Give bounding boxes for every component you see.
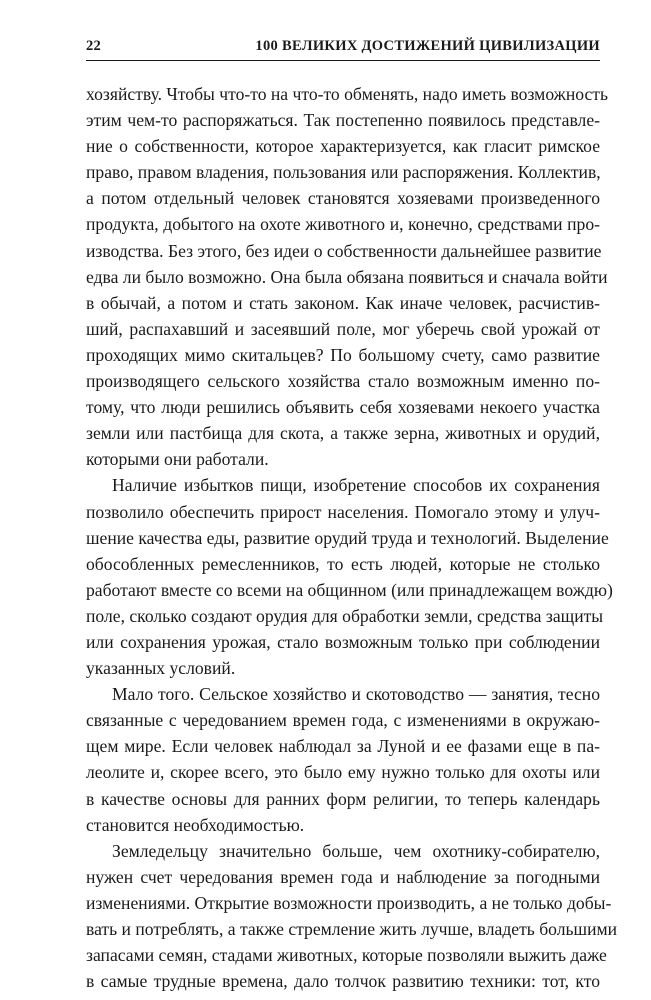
text-line: едва ли было возможно. Она была обязана появиться и сначала войти — [86, 266, 608, 287]
text-line: обособленных ремесленников, то есть людей, которые не столько — [86, 553, 600, 574]
text-line: позволило обеспечить прирост населения. Помогало этому и улуч- — [86, 501, 600, 522]
text-line: проходящих мимо скитальцев? По большому счету, само развитие — [86, 344, 600, 365]
text-line: вать и потреблять, а также стремление жить лучше, владеть большими — [86, 919, 618, 939]
text-line: нужен счет чередования времен года и наблюдение за погодными — [86, 866, 600, 887]
text-line: поле, сколько создают орудия для обработки земли, средства защиты — [86, 605, 604, 626]
text-line: в обычай, а потом и стать законом. Как иначе человек, расчистив- — [86, 292, 600, 313]
book-page — [86, 38, 618, 994]
text-line: в самые трудные времена, дало толчок развитию техники: тот, кто — [86, 971, 600, 992]
text-line: ние о собственности, которое характеризуется, как гласит римское — [86, 136, 600, 157]
text-line: этим чем-то распоряжаться. Так постепенно появилось представле- — [86, 110, 600, 131]
text-line: становится необходимостью. — [86, 814, 305, 835]
text-line: тому, что люди решились объявить себя хозяевами некоего участка — [86, 397, 600, 418]
text-line: в качестве основы для ранних форм религии, то теперь календарь — [86, 788, 600, 809]
text-line: хозяйству. Чтобы что-то на что-то обменять, надо иметь возможность — [86, 84, 609, 104]
text-line: которыми они работали. — [86, 449, 269, 470]
text-line: запасами семян, стадами животных, которые позволяли выжить даже — [86, 945, 607, 966]
text-line: изводства. Без этого, без идеи о собственности дальнейшее развитие — [86, 240, 602, 261]
paragraph — [86, 681, 600, 838]
body-text — [86, 81, 618, 994]
text-line: щем мире. Если человек наблюдал за Луной и ее фазами еще в па- — [86, 736, 600, 757]
running-title: 100 ВЕЛИКИХ ДОСТИЖЕНИЙ ЦИВИЛИЗАЦИИ — [255, 38, 600, 54]
text-line: а потом отдельный человек становятся хозяевами произведенного — [86, 188, 600, 209]
text-line: шение качества еды, развитие орудий труда и технологий. Выделение — [86, 527, 609, 548]
text-line: связанные с чередованием времен года, с изменениями в окружаю- — [86, 710, 600, 731]
paragraph — [86, 838, 618, 995]
text-line: ший, распахавший и засеявший поле, мог уберечь свой урожай от — [86, 318, 600, 339]
text-line: Наличие избытков пищи, изобретение способов их сохранения — [112, 475, 600, 496]
text-line: земли или пастбища для скота, а также зерна, животных и орудий, — [86, 423, 600, 444]
text-line: Земледельцу значительно больше, чем охотнику-собирателю, — [112, 840, 600, 861]
page-number: 22 — [86, 38, 101, 54]
text-line: право, правом владения, пользования или распоряжения. Коллектив, — [86, 162, 601, 183]
running-head — [86, 38, 600, 61]
text-line: леолите и, скорее всего, это было ему нужно только для охоты или — [86, 762, 600, 783]
text-line: продукта, добытого на охоте животного и, конечно, средствами про- — [86, 214, 600, 235]
text-line: Мало того. Сельское хозяйство и скотоводство — занятия, тесно — [112, 684, 600, 705]
text-line: изменениями. Открытие возможности производить, а не только добы- — [86, 892, 612, 913]
text-line: работают вместе со всеми на общинном (или принадлежащем вождю) — [86, 579, 613, 600]
paragraph — [86, 472, 613, 681]
text-line: указанных условий. — [86, 658, 236, 679]
text-line: производящего сельского хозяйства стало возможным именно по- — [86, 371, 600, 392]
text-line: или сохранения урожая, стало возможным только при соблюдении — [86, 631, 600, 652]
paragraph — [86, 81, 609, 472]
